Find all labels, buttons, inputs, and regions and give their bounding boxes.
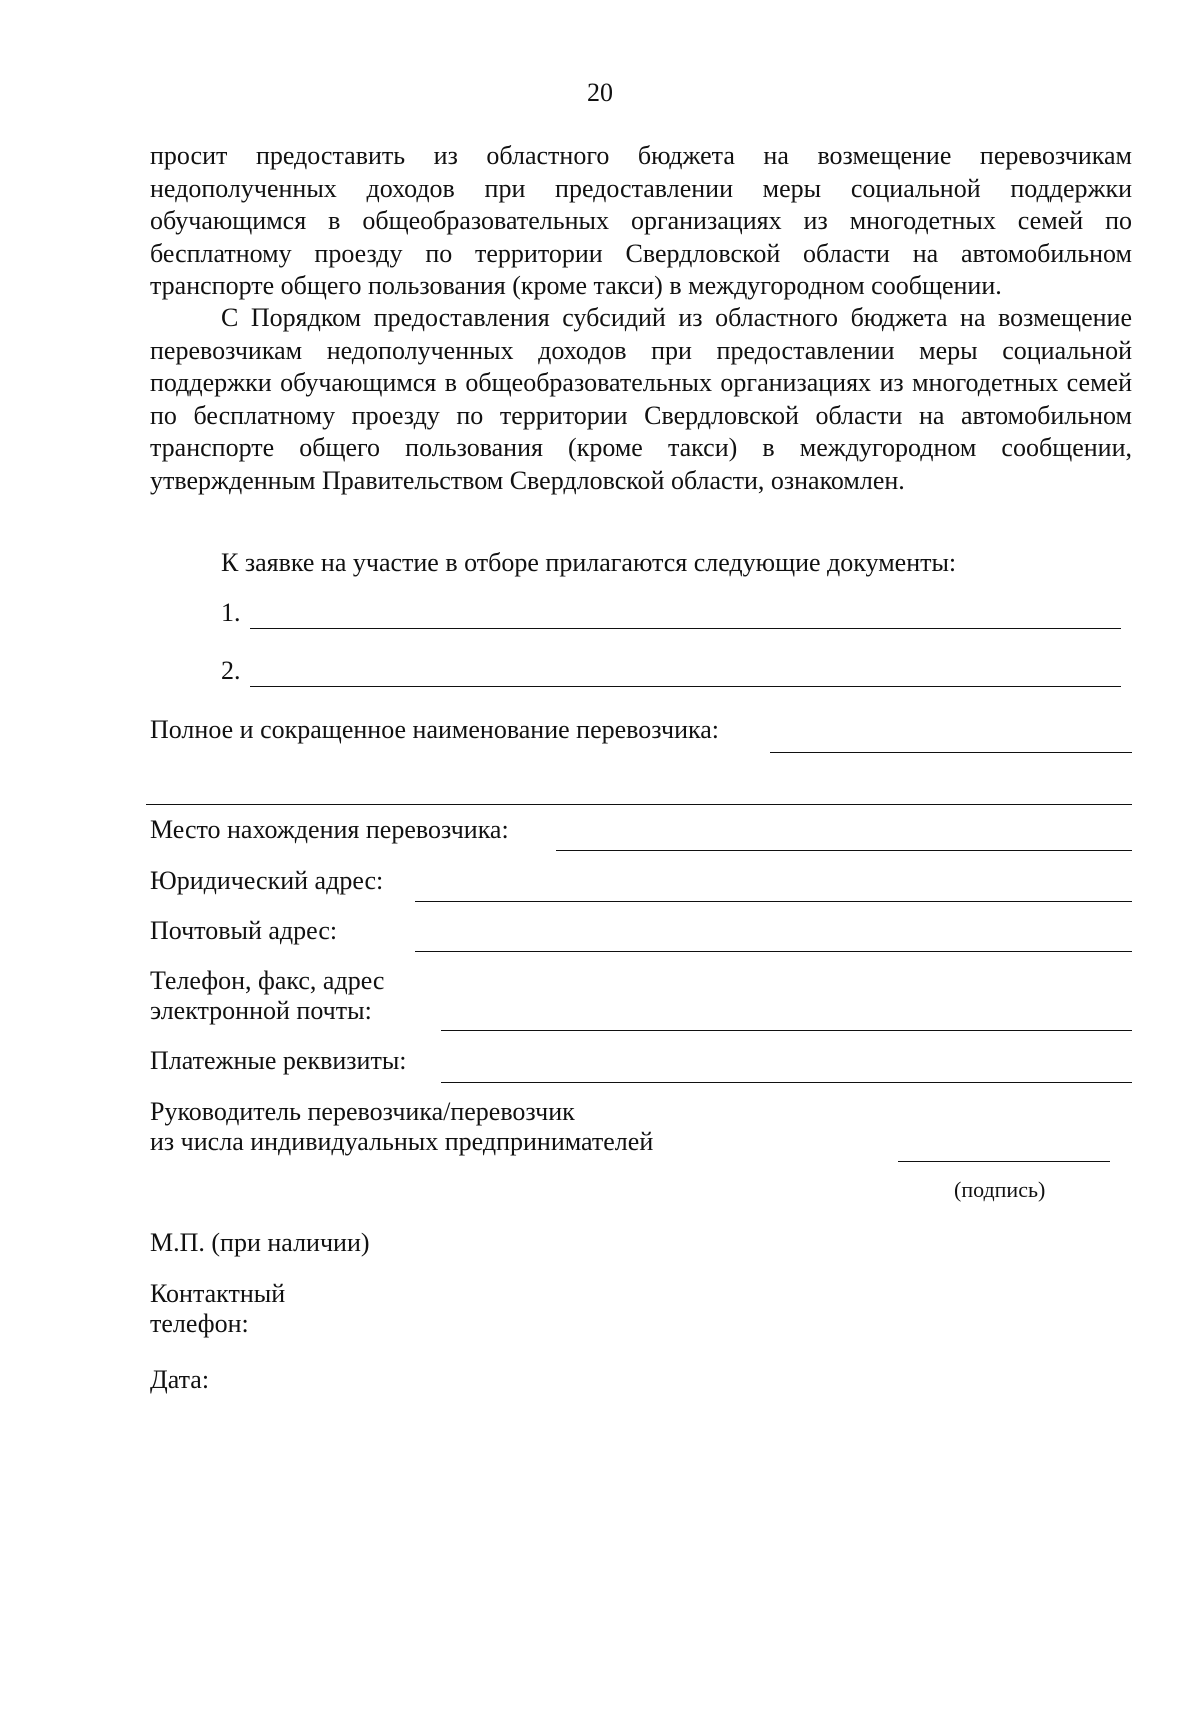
document-item-1 [221, 598, 1121, 632]
contact-phone-label-line1: Контактный [150, 1279, 286, 1308]
paragraph-acknowledgement: С Порядком предоставления субсидий из областного бюджета на возмещение перевозчикам недополученных доходов при предоставлении меры социальной поддержки обучающимся в общеобразовательных организациях из многодетных семей по бесплатному проезду по территории Свердловской области на автомобильном транспорте общего пользования (кроме такси) в междугородном сообщении, утвержденным Правительством Свердловской области, ознакомлен. [150, 303, 1132, 495]
carrier-name-blank[interactable] [770, 752, 1132, 753]
carrier-name-blank-continued[interactable] [146, 804, 1132, 805]
location-blank[interactable] [556, 850, 1132, 851]
documents-intro: К заявке на участие в отборе прилагаются следующие документы: [221, 548, 957, 577]
signature-blank[interactable] [898, 1161, 1110, 1162]
date-label: Дата: [150, 1365, 210, 1394]
document-item-blank[interactable] [250, 686, 1121, 687]
payment-details-blank[interactable] [441, 1082, 1132, 1083]
contacts-label-line1: Телефон, факс, адрес [150, 966, 385, 995]
legal-address-label: Юридический адрес: [150, 866, 384, 895]
document-item-number: 1. [221, 598, 241, 627]
document-item-number: 2. [221, 656, 241, 685]
seal-label: М.П. (при наличии) [150, 1228, 370, 1257]
contacts-blank[interactable] [441, 1030, 1132, 1031]
document-item-blank[interactable] [250, 628, 1121, 629]
location-label: Место нахождения перевозчика: [150, 815, 509, 844]
document-item-2 [221, 656, 1121, 690]
contact-phone-label-line2: телефон: [150, 1309, 249, 1338]
contacts-label-line2: электронной почты: [150, 996, 372, 1025]
paragraph-request: просит предоставить из областного бюджета на возмещение перевозчикам недополученных доходов при предоставлении меры социальной поддержки обучающимся в общеобразовательных организациях из многодетных семей по бесплатному проезду по территории Свердловской области на автомобильном транспорте общего пользования (кроме такси) в междугородном сообщении. [150, 141, 1132, 300]
payment-details-label: Платежные реквизиты: [150, 1046, 407, 1075]
head-label-line2: из числа индивидуальных предпринимателей [150, 1127, 654, 1156]
page-number: 20 [587, 78, 613, 107]
legal-address-blank[interactable] [415, 901, 1132, 902]
carrier-name-label: Полное и сокращенное наименование перевозчика: [150, 715, 720, 744]
signature-caption: (подпись) [954, 1177, 1046, 1202]
postal-address-blank[interactable] [415, 951, 1132, 952]
head-label-line1: Руководитель перевозчика/перевозчик [150, 1097, 575, 1126]
postal-address-label: Почтовый адрес: [150, 916, 338, 945]
